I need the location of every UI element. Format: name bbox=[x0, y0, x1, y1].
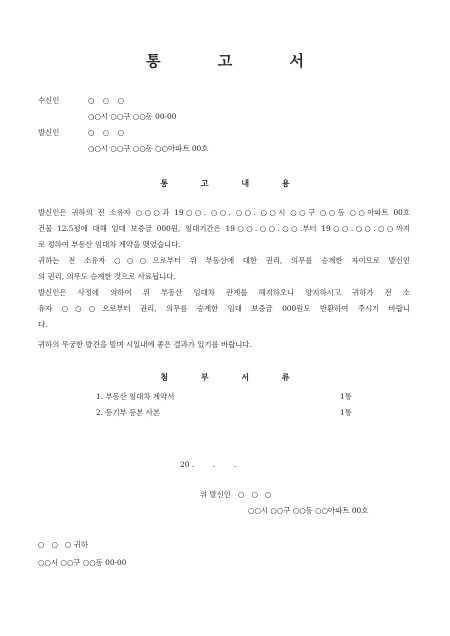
attachment-qty: 1통 bbox=[340, 408, 352, 417]
body-line: 건물 12.5평에 대해 임대 보증금 000원, 임대기간은 19○○.○○.○○.부터 19○○.○○.○○까지 bbox=[38, 224, 410, 233]
recipient-name: ○ ○ ○ bbox=[88, 96, 125, 105]
signer-line: 위 발신인 ○ ○ ○ bbox=[200, 490, 272, 499]
body-line: 유자 ○○○으로부터 권리, 의무를 승계한 임대 보증금 000원도 반환하여 주시기 바랍니 bbox=[38, 304, 410, 313]
content-heading: 통 고 내 용 bbox=[160, 178, 305, 188]
attachments-heading: 첨 부 서 류 bbox=[160, 372, 305, 382]
body-line: 로 정하여 부동산 임대차 계약을 맺었습니다. bbox=[38, 240, 181, 249]
sender-name: ○ ○ ○ bbox=[88, 128, 125, 137]
addressee-line: ○ ○ ○ 귀하 bbox=[38, 540, 89, 549]
recipient-label: 수신인 bbox=[38, 96, 60, 105]
sender-label: 발신인 bbox=[38, 128, 60, 137]
attachment-item: 2. 등기부 등본 사본 bbox=[96, 408, 161, 417]
body-line: 귀하는 전 소유자 ○○○으로부터 위 부동산에 대한 권리, 의무를 승계한 자이므로 발신인 bbox=[38, 256, 410, 265]
body-line: 귀하의 무궁한 발견을 빌며 시일내에 좋은 결과가 있기를 바랍니다. bbox=[38, 340, 252, 349]
attachment-qty: 1통 bbox=[340, 392, 352, 401]
document-date: 20 . . . bbox=[180, 460, 237, 469]
addressee-address: ○○시 ○○구 ○○동 00-00 bbox=[38, 558, 127, 567]
body-line: 의 권리, 의무도 승계한 것으로 사료됩니다. bbox=[38, 272, 176, 281]
body-line: 발신인은 사정에 의하여 위 부동산 임대차 관계를 해지하오니 양지하시고 귀하가 전 소 bbox=[38, 288, 410, 297]
attachment-item: 1. 부동산 임대차 계약서 bbox=[96, 392, 175, 401]
recipient-address: ○○시 ○○구 ○○동 00-00 bbox=[88, 112, 177, 121]
body-line: 발신인은 귀하의 전 소유자 ○○○과 19○○. ○○. ○○. ○○시 ○○구 ○○동 ○○아파트 00호 bbox=[38, 208, 410, 217]
document-title: 통 고 서 bbox=[146, 52, 330, 70]
signer-address: ○○시 ○○구 ○○동 ○○아파트 00호 bbox=[248, 506, 369, 515]
sender-address: ○○시 ○○구 ○○동 ○○아파트 00호 bbox=[88, 144, 209, 153]
body-line: 다. bbox=[38, 320, 48, 329]
